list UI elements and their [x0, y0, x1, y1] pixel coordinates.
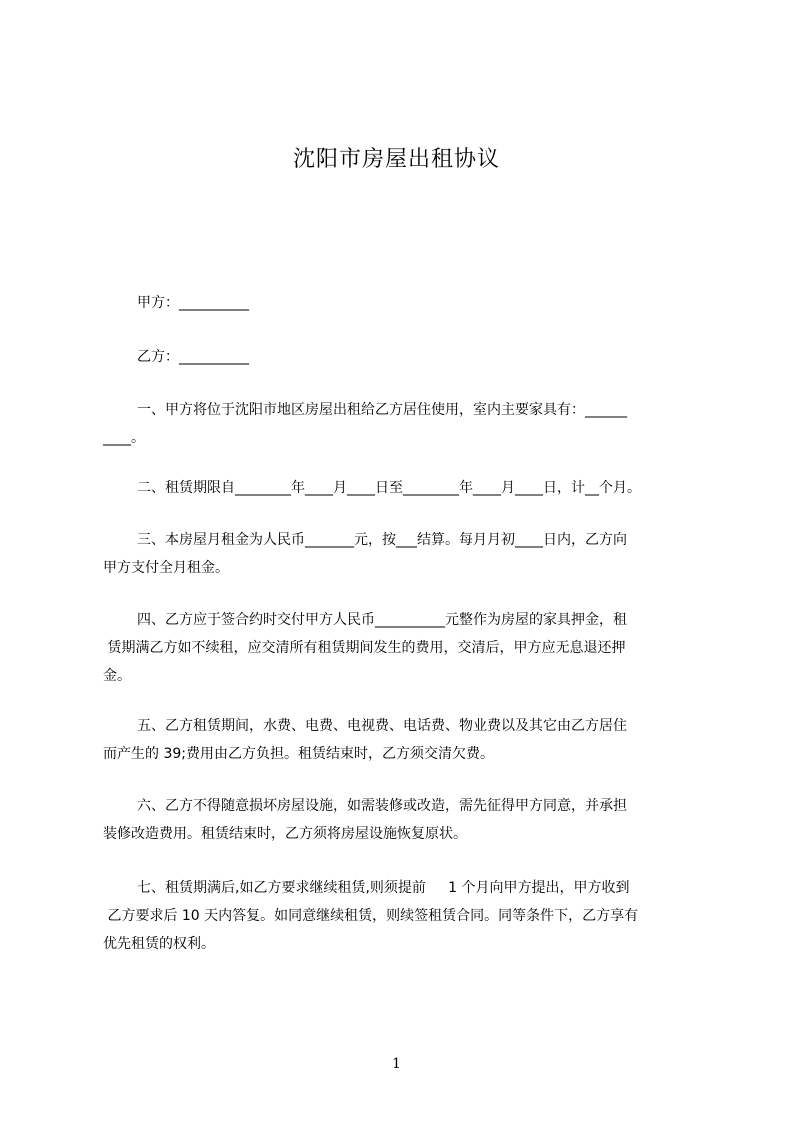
clause-6: [103, 792, 703, 848]
page-number: 1: [392, 1056, 401, 1072]
clause-4-line-2: 赁期满乙方如不续租，应交清所有租赁期间发生的费用，交清后，甲方应无息退还押: [103, 640, 626, 656]
clause-5-line-1: 五、乙方租赁期间，水费、电费、电视费、电话费、物业费以及其它由乙方居住: [137, 718, 627, 734]
clause-4-line-3: 金。: [103, 668, 131, 684]
clause-1-line-1: 一、甲方将位于沈阳市地区房屋出租给乙方居住使用，室内主要家具有：______: [137, 402, 627, 418]
party-b-field: 乙方：__________: [137, 349, 249, 365]
clause-7-line-1: 七、租赁期满后,如乙方要求继续租赁,则须提前 1 个月向甲方提出，甲方收到: [137, 880, 630, 896]
clause-1: [103, 396, 703, 452]
clause-3-line-1: 三、本房屋月租金为人民币_______元，按___结算。每月月初____日内，乙方向: [137, 532, 627, 548]
clause-7: [103, 874, 703, 958]
clause-6-line-1: 六、乙方不得随意损坏房屋设施，如需装修或改造，需先征得甲方同意，并承担: [137, 798, 627, 814]
clause-7-line-3: 优先租赁的权利。: [103, 936, 215, 952]
clause-2-line-1: 二、租赁期限自________年____月____日至________年____月____日，计__个月。: [137, 480, 641, 496]
clause-6-line-2: 装修改造费用。租赁结束时，乙方须将房屋设施恢复原状。: [103, 826, 467, 842]
party-a-field: 甲方：__________: [137, 295, 249, 311]
clause-3: [103, 526, 703, 582]
clause-5: [103, 712, 703, 768]
clause-4: [103, 606, 703, 690]
clause-1-line-2: ____。: [103, 430, 145, 446]
clause-4-line-1: 四、乙方应于签合约时交付甲方人民币__________元整作为房屋的家具押金，租: [137, 612, 627, 628]
clause-5-line-2: 而产生的 39;费用由乙方负担。租赁结束时，乙方须交清欠费。: [103, 746, 494, 762]
document-title: 沈阳市房屋出租协议: [292, 147, 500, 172]
clause-2: [103, 474, 703, 502]
clause-7-line-2: 乙方要求后 10 天内答复。如同意继续租赁，则续签租赁合同。同等条件下，乙方享有: [103, 908, 639, 924]
clause-3-line-2: 甲方支付全月租金。: [103, 560, 229, 576]
